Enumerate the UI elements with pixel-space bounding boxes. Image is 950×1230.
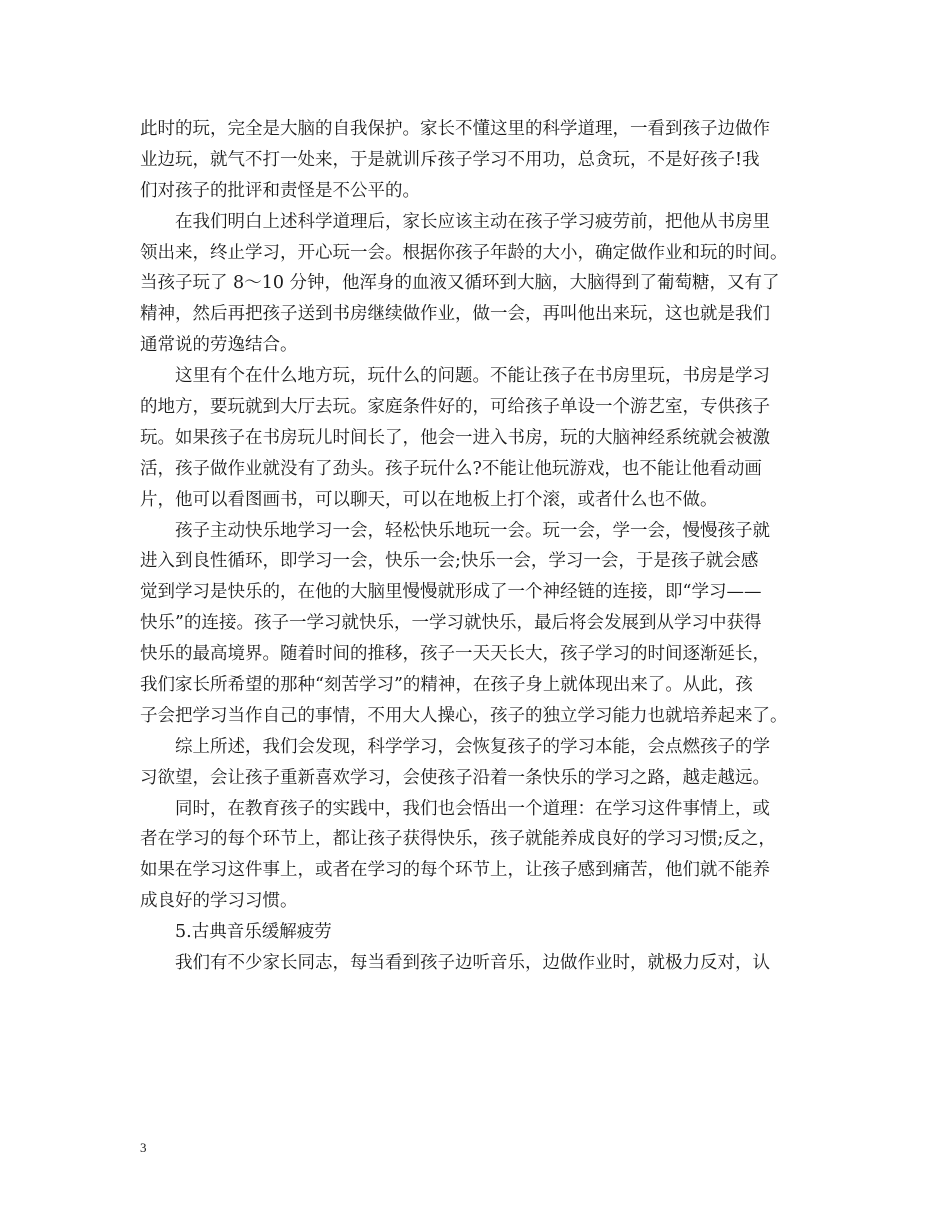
text-line: 业边玩，就气不打一处来，于是就训斥孩子学习不用功，总贪玩，不是好孩子!我: [140, 149, 760, 170]
page-number: 3: [140, 1140, 147, 1155]
text-line: 的地方，要玩就到大厅去玩。家庭条件好的，可给孩子单设一个游艺室，专供孩子: [140, 397, 770, 418]
text-line: 成良好的学习习惯。: [140, 891, 298, 912]
text-line: 领出来，终止学习，开心玩一会。根据你孩子年龄的大小，确定做作业和玩的时间。: [140, 242, 788, 263]
text-line: 快乐的最高境界。随着时间的推移，孩子一天天长大，孩子学习的时间逐渐延长，: [140, 644, 770, 665]
text-line: 孩子主动快乐地学习一会，轻松快乐地玩一会。玩一会，学一会，慢慢孩子就: [175, 520, 770, 541]
text-line: 活，孩子做作业就没有了劲头。孩子玩什么?不能让他玩游戏，也不能让他看动画: [140, 458, 762, 479]
text-line: 觉到学习是快乐的，在他的大脑里慢慢就形成了一个神经链的连接，即“学习——: [140, 582, 762, 603]
text-line: 5.古典音乐缓解疲劳: [175, 922, 332, 943]
text-line: 如果在学习这件事上，或者在学习的每个环节上，让孩子感到痛苦，他们就不能养: [140, 860, 770, 881]
text-line: 快乐”的连接。孩子一学习就快乐，一学习就快乐，最后将会发展到从学习中获得: [140, 613, 762, 634]
text-line: 我们家长所希望的那种“刻苦学习”的精神，在孩子身上就体现出来了。从此，孩: [140, 675, 753, 696]
text-line: 综上所述，我们会发现，科学学习，会恢复孩子的学习本能，会点燃孩子的学: [175, 736, 770, 757]
text-line: 这里有个在什么地方玩，玩什么的问题。不能让孩子在书房里玩，书房是学习: [175, 366, 770, 387]
text-line: 当孩子玩了 8～10 分钟，他浑身的血液又循环到大脑，大脑得到了葡萄糖，又有了: [140, 273, 780, 294]
text-line: 玩。如果孩子在书房玩儿时间长了，他会一进入书房，玩的大脑神经系统就会被激: [140, 427, 770, 448]
text-line: 同时，在教育孩子的实践中，我们也会悟出一个道理：在学习这件事情上，或: [175, 798, 770, 819]
text-line: 在我们明白上述科学道理后，家长应该主动在孩子学习疲劳前，把他从书房里: [175, 211, 770, 232]
text-line: 我们有不少家长同志，每当看到孩子边听音乐，边做作业时，就极力反对，认: [175, 953, 770, 974]
text-line: 子会把学习当作自己的事情，不用大人操心，孩子的独立学习能力也就培养起来了。: [140, 705, 788, 726]
body-text: [140, 114, 812, 979]
text-line: 习欲望，会让孩子重新喜欢学习，会使孩子沿着一条快乐的学习之路，越走越远。: [140, 767, 770, 788]
text-line: 片，他可以看图画书，可以聊天，可以在地板上打个滚，或者什么也不做。: [140, 489, 718, 510]
text-line: 者在学习的每个环节上，都让孩子获得快乐，孩子就能养成良好的学习习惯;反之，: [140, 829, 776, 850]
text-line: 此时的玩，完全是大脑的自我保护。家长不懂这里的科学道理，一看到孩子边做作: [140, 119, 770, 139]
text-line: 进入到良性循环，即学习一会，快乐一会;快乐一会，学习一会，于是孩子就会感: [140, 551, 759, 572]
text-line: 精神，然后再把孩子送到书房继续做作业，做一会，再叫他出来玩，这也就是我们: [140, 304, 770, 325]
text-line: 们对孩子的批评和责怪是不公平的。: [140, 180, 420, 201]
text-line: 通常说的劳逸结合。: [140, 335, 298, 356]
